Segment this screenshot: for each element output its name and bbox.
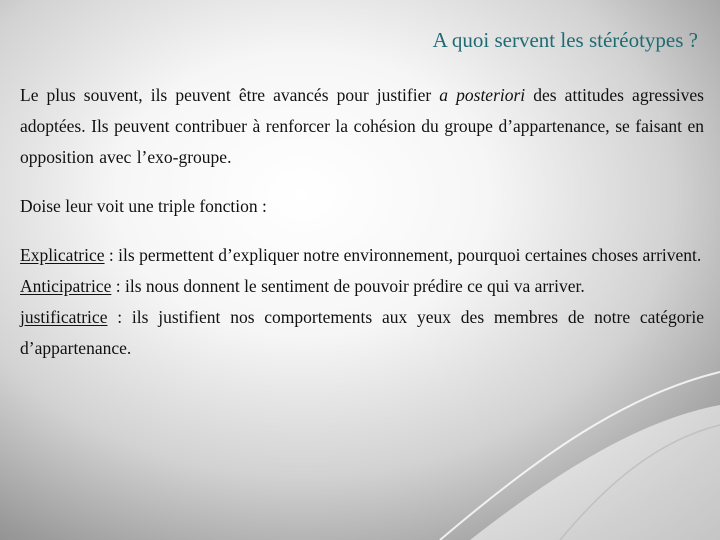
function-anticipatrice (20, 271, 704, 302)
emphasis-a-posteriori: a posteriori (439, 85, 526, 105)
function-explicatrice (20, 240, 704, 271)
function-term: Anticipatrice (20, 276, 112, 296)
paragraph-justification (20, 80, 704, 173)
spacer (20, 173, 704, 191)
function-description: : ils nous donnent le sentiment de pouvoir prédire ce qui va arriver. (111, 276, 585, 296)
function-description: : ils justifient nos comportements aux yeux des membres de notre catégorie d’appartenance. (20, 307, 704, 358)
spacer (20, 222, 704, 240)
function-term: justificatrice (20, 307, 108, 327)
slide-body (20, 80, 704, 364)
function-justificatrice (20, 302, 704, 364)
paragraph-text-start: Le plus souvent, ils peuvent être avancés pour justifier (20, 85, 440, 105)
function-description: : ils permettent d’expliquer notre environnement, pourquoi certaines choses arrivent. (104, 245, 702, 265)
paragraph-text-end: des attitudes agressives adoptées. Ils peuvent contribuer à renforcer la cohésion du groupe d’appartenance, se faisant en opposition avec l’exo-groupe. (20, 85, 704, 167)
intro-line: Doise leur voit une triple fonction : (20, 196, 267, 216)
slide-title: A quoi servent les stéréotypes ? (432, 28, 698, 52)
function-term: Explicatrice (20, 245, 105, 265)
